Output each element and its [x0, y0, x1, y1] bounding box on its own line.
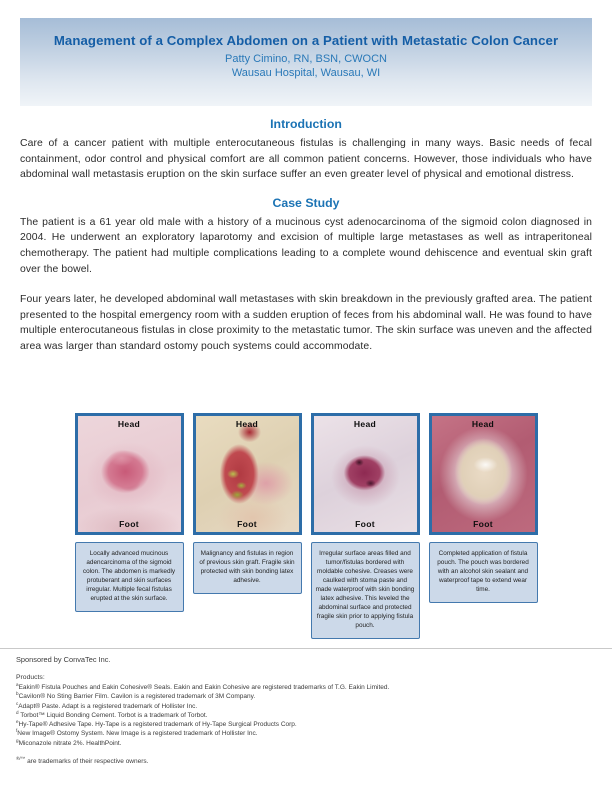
footer-divider [0, 648, 612, 649]
product-text: Miconazole nitrate 2%. HealthPoint. [18, 739, 122, 747]
product-line-hytape [16, 720, 596, 729]
clinical-photo-3 [311, 413, 420, 535]
footnote-marker: b [16, 691, 19, 697]
sponsor-line: Sponsored by ConvaTec Inc. [16, 655, 111, 664]
head-label: Head [117, 419, 141, 429]
figure-caption-2: Malignancy and fistulas in region of previous skin graft. Fragile skin protected with skin bonding latex adhesive. [193, 542, 302, 594]
product-text: Eakin® Fistula Pouches and Eakin Cohesive® Seals. Eakin and Eakin Cohesive are registered trademarks of T.G. Eakin Limited. [18, 684, 390, 691]
trademark-note [16, 755, 596, 766]
case-study-paragraph-2: Four years later, he developed abdominal wall metastases with skin breakdown in the previously grafted area. The patient presented to the hospital emergency room with a sudden eruption of feces from his abdominal wall. He was found to have multiple enterocutaneous fistulas in close proximity to the metastatic tumor. The skin surface was uneven and the affected area was larger than standard ostomy pouch systems could accommodate. [20, 294, 592, 353]
clinical-photo-4 [429, 413, 538, 535]
figure-1 [75, 413, 184, 612]
footnote-marker: e [16, 719, 19, 725]
products-heading: Products: [16, 674, 45, 681]
footnote-marker: c [16, 700, 19, 706]
foot-label: Foot [237, 519, 257, 529]
case-study-paragraph-1: The patient is a 61 year old male with a history of a mucinous cyst adenocarcinoma of the sigmoid colon diagnosed in 2004. He underwent an exploratory laparotomy and excision of multiple large metastases as well as intraperitoneal chemotherapy. The patient had multiple complications leading to a complete wound dehiscence and eventual skin graft over the bowel. [20, 216, 592, 275]
case-study-heading: Case Study [272, 195, 340, 210]
foot-label: Foot [119, 519, 139, 529]
head-label: Head [471, 419, 495, 429]
header-banner [20, 18, 592, 106]
figure-4 [429, 413, 538, 603]
figure-caption-1: Locally advanced mucinous adencarcinoma of the sigmoid colon. The abdomen is markedly protuberant and skin surfaces irregular. Multiple fecal fistulas erupted at the skin surface. [75, 542, 184, 612]
product-line-miconazole [16, 739, 596, 748]
product-text: New Image® Ostomy System. New Image is a registered trademark of Hollister Inc. [17, 730, 258, 738]
product-line-torbot [16, 711, 596, 720]
figure-3 [311, 413, 420, 639]
clinical-photo-2 [193, 413, 302, 535]
main-content [20, 117, 592, 355]
foot-label: Foot [473, 519, 493, 529]
footnote-marker: d [16, 709, 19, 715]
poster-title: Management of a Complex Abdomen on a Patient with Metastatic Colon Cancer [53, 33, 559, 48]
footnote-marker: g [16, 737, 19, 743]
product-text: Adapt® Paste. Adapt is a registered trademark of Hollister Inc. [18, 702, 198, 710]
trademark-note-text: are trademarks of their respective owners. [25, 758, 149, 766]
figure-caption-3: Irregular surface areas filled and tumor/fistulas bordered with moldable cohesive. Creases were caulked with stoma paste and made waterproof with skin bonding latex adhesive. This leveled the abdominal surface and protected fragile skin prior to applying fistula pouch. [311, 542, 420, 639]
figure-2 [193, 413, 302, 594]
head-label: Head [235, 419, 259, 429]
clinical-photo-1 [75, 413, 184, 535]
product-text: Cavilon® No Sting Barrier Film. Cavilon is a registered trademark of 3M Company. [18, 693, 256, 701]
product-line-cavilon [16, 692, 596, 701]
product-line-eakin [16, 683, 596, 692]
figure-row [0, 413, 612, 639]
footnote-marker: a [16, 681, 19, 687]
figure-caption-4: Completed application of fistula pouch. The pouch was bordered with an alcohol skin sealant and waterproof tape to extend wear time. [429, 542, 538, 603]
poster-author: Patty Cimino, RN, BSN, CWOCN [225, 53, 387, 65]
trademark-symbols: ®/™ [16, 755, 26, 761]
poster-affiliation: Wausau Hospital, Wausau, WI [231, 67, 381, 79]
introduction-heading: Introduction [270, 117, 342, 131]
introduction-paragraph: Care of a cancer patient with multiple enterocutaneous fistulas is challenging in many ways. Basic needs of fecal containment, odor control and physical comfort are all common patient concerns. However, those individuals who have abdominal wall metastasis eruption on the skin surface suffer an even greater level of physical and emotional distress. [20, 138, 592, 181]
footnote-marker: f [16, 728, 18, 734]
product-line-newimage [16, 729, 596, 738]
product-text: Hy-Tape® Adhesive Tape. Hy-Tape is a registered trademark of Hy-Tape Surgical Products Corp. [18, 721, 297, 729]
product-line-adapt [16, 702, 596, 711]
head-label: Head [353, 419, 377, 429]
footer [16, 655, 596, 765]
foot-label: Foot [355, 519, 375, 529]
product-text: Torbot™ Liquid Bonding Cement. Torbot is a trademark of Torbot. [18, 711, 208, 719]
